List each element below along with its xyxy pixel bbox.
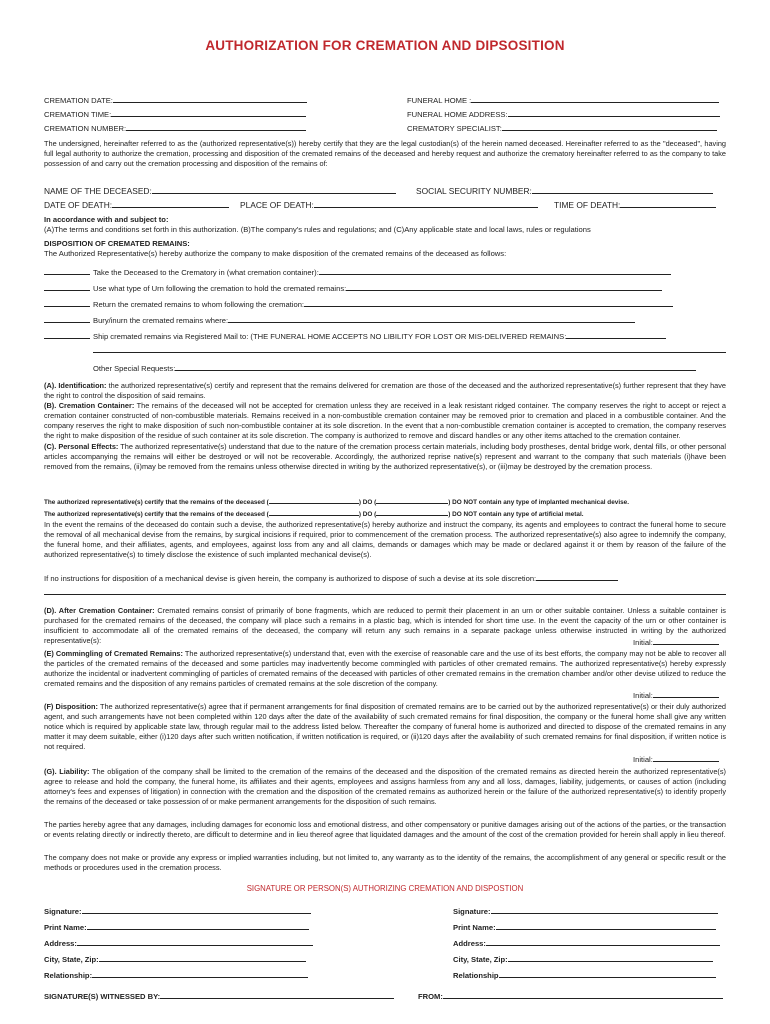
cremation-time-field[interactable] xyxy=(44,108,306,120)
document-title: AUTHORIZATION FOR CREMATION AND DIPSOSITION xyxy=(205,38,565,53)
disposition-option[interactable] xyxy=(44,314,635,325)
certify-mechanical-text-b: ) DO ( xyxy=(358,499,377,506)
time-of-death-field[interactable] xyxy=(554,199,716,210)
after-cremation-heading: (D). After Cremation Container: xyxy=(44,606,155,615)
damages-paragraph: The parties hereby agree that any damages, including damages for economic loss and emotional distress, and other compensatory or punitive damages arising out of the actions of the parties, or the transaction or events relating directly or indirectly thereto, are difficult to determine and in lieu thereof agree that liquidated damages and the amount of the cost of the cremation provided for herein shall apply in lieu thereof. xyxy=(44,820,726,840)
city-state-zip-field-left[interactable] xyxy=(44,953,306,964)
section-e xyxy=(44,649,726,689)
devise-paragraph: In the event the remains of the deceased do contain such a devise, the authorized representative(s) hereby authorize and instruct the company, its agents and employees to contract the funeral home to secure the removal of all mechanical devise from the remains, by surgical incisions if required, prior to commencement of the cremation process. The authorized representative(s) also agree to indemnify the company, the funeral home, and their affiliates, agents, and employees, against loss from any and all claims, demands or damages which may be made or declared against it or them by reason of the failure of the authorized representative(s) to timely disclose the existence of such implanted mechanical devise(s). xyxy=(44,520,726,560)
certify-metal-text-a: The authorized representative(s) certify that the remains of the deceased ( xyxy=(44,511,269,518)
accordance-heading: In accordance with and subject to: xyxy=(44,215,169,224)
liability-heading: (G). Liability: xyxy=(44,767,90,776)
signature-section-heading: SIGNATURE OR PERSON(S) AUTHORIZING CREMATION AND DISPOSTION xyxy=(246,884,524,893)
certify-metal-text-b: ) DO ( xyxy=(358,511,377,518)
identification-heading: (A). Identification: xyxy=(44,381,107,390)
relationship-label-left: Relationship: xyxy=(44,971,93,980)
disposition-option[interactable] xyxy=(44,282,662,293)
other-special-requests-label: Other Special Requests: xyxy=(93,364,176,373)
accordance-text: (A)The terms and conditions set forth in this authorization. (B)The company's rules and regulations; and (C)Any applicable state and local laws, rules or regulations xyxy=(44,225,591,234)
personal-effects-heading: (C). Personal Effects: xyxy=(44,441,119,451)
section-e-initial-field[interactable] xyxy=(633,689,719,701)
devise-continuation-line[interactable] xyxy=(44,594,726,595)
from-label: FROM: xyxy=(418,992,443,1001)
continuation-line[interactable] xyxy=(93,352,726,353)
date-of-death-field[interactable] xyxy=(44,199,229,210)
address-label-left: Address: xyxy=(44,939,77,948)
ssn-field[interactable] xyxy=(416,185,713,196)
time-of-death-label: TIME OF DEATH: xyxy=(554,200,621,210)
print-name-field-left[interactable] xyxy=(44,921,309,932)
certify-mechanical-line[interactable] xyxy=(44,495,629,506)
city-state-zip-label-left: City, State, Zip: xyxy=(44,955,99,964)
certify-mechanical-text-a: The authorized representative(s) certify that the remains of the deceased ( xyxy=(44,499,269,506)
certify-mechanical-text-c: ) DO NOT contain any type of implanted mechanical devise. xyxy=(448,499,629,506)
warranty-paragraph: The company does not make or provide any express or implied warranties including, but not limited to, any warranty as to the identity of the remains, the accomplishment of any general or specific result or the methods or procedures used in the cremation process. xyxy=(44,853,726,873)
disposition-option-label: Ship cremated remains via Registered Mail to: (THE FUNERAL HOME ACCEPTS NO LIBILITY FOR LOST OR MIS-DELIVERED REMAINS: xyxy=(93,332,567,341)
print-name-label-left: Print Name: xyxy=(44,923,87,932)
witnessed-by-field[interactable] xyxy=(44,990,394,1001)
print-name-field-right[interactable] xyxy=(453,921,716,932)
disposition-option[interactable] xyxy=(44,330,666,341)
funeral-home-field[interactable] xyxy=(407,94,719,106)
funeral-home-address-field[interactable] xyxy=(407,108,720,120)
city-state-zip-field-right[interactable] xyxy=(453,953,713,964)
address-label-right: Address: xyxy=(453,939,486,948)
certify-metal-text-c: ) DO NOT contain any type of artificial metal. xyxy=(448,511,584,518)
signature-label-left: Signature: xyxy=(44,907,82,916)
section-abc xyxy=(44,381,726,472)
liability-text: The obligation of the company shall be limited to the cremation of the remains of the deceased and the disposition of the cremated remains as directed herein the authorized representative(s) agree to release and hold the company, the funeral home, its affiliates and their agents, employees and assigns harmless from any and all loss, damages, liability, judgements, or causes of action (including attorney's fees and expenses of litigation) in connection with the cremation and the disposition of the cremated remains as authorized herein or the failure of the authorized representative(s) to identify properly the remains of the deceased or take possession of or make permanent arrangements for the disposition of such remains. xyxy=(44,767,726,807)
other-special-requests-field[interactable] xyxy=(44,362,696,373)
commingling-heading: (E) Commingling of Cremated Remains: xyxy=(44,649,183,658)
cremation-container-text: The remains of the deceased will not be accepted for cremation unless they are received in a leak resistant ridged container. The company reserves the right to accept or reject a cremation container constructed of non-combustible materials. Remains received in a non-combustible cremation container may be removed prior to cremation and placed in a combustible container. And the company reserves the right to make disposition of such non-combustible container at its sole discretion. In the event that a non-combustible cremation container is accepted to cremation, the company reserves the right to make disposition of the residue of such container at its sole discretion. The company is authorized to remove and discard handles or any other items attached to the cremation container. xyxy=(44,401,726,441)
section-d-initial-field[interactable] xyxy=(633,636,719,648)
section-f xyxy=(44,702,726,752)
relationship-field-right[interactable] xyxy=(453,969,716,980)
city-state-zip-label-right: City, State, Zip: xyxy=(453,955,508,964)
deceased-name-label: NAME OF THE DECEASED: xyxy=(44,186,152,196)
signature-label-right: Signature: xyxy=(453,907,491,916)
disposition-option[interactable] xyxy=(44,266,671,277)
disposition-option-label: Take the Deceased to the Crematory in (what cremation container): xyxy=(93,268,319,277)
section-e-initial-label: Initial: xyxy=(633,691,653,700)
cremation-number-field[interactable] xyxy=(44,122,306,134)
intro-paragraph: The undersigned, hereinafter referred to as the (authorized representative(s)) hereby certify that they are the legal custodian(s) of the herein named deceased. Hereinafter referred to as the "deceased", having full legal authority to authorize the cremation, processing and disposition of the cremated remains of the deceased and hereby request and authorize the crematory hereinafter referred to as the company to take possession of and carry out the cremation processing and disposition of the remains of: xyxy=(44,139,726,169)
section-d-initial-label: Initial: xyxy=(633,638,653,647)
from-field[interactable] xyxy=(418,990,723,1001)
funeral-home-address-label: FUNERAL HOME ADDRESS: xyxy=(407,110,508,119)
deceased-name-field[interactable] xyxy=(44,185,396,196)
signature-field-left[interactable] xyxy=(44,905,311,916)
crematory-specialist-field[interactable] xyxy=(407,122,717,134)
cremation-time-label: CREMATION TIME: xyxy=(44,110,112,119)
disposition-option-label: Bury/inurn the cremated remains where: xyxy=(93,316,229,325)
disposition-option[interactable] xyxy=(44,298,673,309)
relationship-field-left[interactable] xyxy=(44,969,308,980)
address-field-right[interactable] xyxy=(453,937,720,948)
print-name-label-right: Print Name: xyxy=(453,923,496,932)
personal-effects-text: The authorized representative(s) understand that due to the nature of the cremation process certain materials, including body prostheses, dental bridge work, dental fills, or other personal articles accompanying the remains will either be destroyed or will not be recoverable. Accordingly, the authorized reprise native(s) represent and warrant to the company that such materials (i)have been removed from the remains, (ii)may be removed from the remains unless otherwise directed in writing by the authorized representative(s), or (iii)may be destroyed by the cremation process. xyxy=(44,441,726,471)
witnessed-by-label: SIGNATURE(S) WITNESSED BY: xyxy=(44,992,161,1001)
funeral-home-label: FUNERAL HOME : xyxy=(407,96,472,105)
after-cremation-text: Cremated remains consist of primarily of bone fragments, which are reduced to permit their placement in an urn or other suitable container. Unless a suitable container is purchased for the cremated remains of the deceased, the company will place such a remains in a plastic bag, which is intended for short time use. In the event the capacity of the urn or other container is insufficient to accommodate all of the cremated remains of the deceased, the company will return any such remains in a separate package unless otherwise instructed in writing by the authorized representative(s): xyxy=(44,606,726,646)
section-d xyxy=(44,606,726,646)
cremation-number-label: CREMATION NUMBER: xyxy=(44,124,127,133)
cremation-container-heading: (B). Cremation Container: xyxy=(44,401,135,411)
date-of-death-label: DATE OF DEATH: xyxy=(44,200,113,210)
ssn-label: SOCIAL SECURITY NUMBER: xyxy=(416,186,532,196)
no-instructions-label: If no instructions for disposition of a mechanical devise is given herein, the company is authorized to dispose of such a devise at its sole discretion: xyxy=(44,574,537,583)
cremation-date-label: CREMATION DATE: xyxy=(44,96,113,105)
disposition-option-label: Return the cremated remains to whom following the cremation: xyxy=(93,300,305,309)
disposition-heading: DISPOSITION OF CREMATED REMAINS: xyxy=(44,239,190,248)
commingling-text: The authorized representative(s) understand that, even with the exercise of reasonable care and the use of its best efforts, the company may not be able to recover all the particles of the cremated remains of the deceased and some particles may inadvertently become commingled with particles of other cremated remains. The authorized representative(s) hereby expressly authorize the incidental or inadvertent commingling of particles of cremated remains of the deceased with particles of other cremated remains in the cremation chamber and/or other devise utilized to reduce the cremated remains and the disposition of any remains particles of cremated remains at the sole discretion of the company. xyxy=(44,649,727,689)
signature-field-right[interactable] xyxy=(453,905,718,916)
place-of-death-field[interactable] xyxy=(240,199,538,210)
identification-text: the authorized representative(s) certify and represent that the remains delivered for cremation are those of the deceased and the authorized representative(s) further represent that they have the right to control the disposition of said remains. xyxy=(44,381,726,401)
certify-metal-line[interactable] xyxy=(44,507,584,518)
disposition-text: The Authorized Representative(s) hereby authorize the company to make disposition of the cremated remains of the deceased as follows: xyxy=(44,249,507,258)
disposition-option-label: Use what type of Urn following the cremation to hold the cremated remains: xyxy=(93,284,347,293)
disposition-f-text: The authorized representative(s) agree that if permanent arrangements for final disposition of cremated remains are to be carried out by the authorized representative(s) or their duly authorized agent, and such arrangements have not been completed within 120 days after the date of the availability of such cremated remains for final disposition, the company or the funeral home shall give any written notice which is required by applicable state law, through regular mail to the address listed below. Thereafter the company of funeral home is authorized and directed to dispose of the cremated remains in any matter it may deem suitable, either (i)120 days after such written notification, if written notification is required, or (ii)120 days after the availability of such cremated remains for final disposition, if written notice is not required. xyxy=(44,702,726,752)
section-f-initial-field[interactable] xyxy=(633,753,719,765)
disposition-f-heading: (F) Disposition: xyxy=(44,702,98,711)
section-g xyxy=(44,767,726,807)
address-field-left[interactable] xyxy=(44,937,313,948)
section-f-initial-label: Initial: xyxy=(633,755,653,764)
place-of-death-label: PLACE OF DEATH: xyxy=(240,200,314,210)
relationship-label-right: Relationship xyxy=(453,971,499,980)
crematory-specialist-label: CREMATORY SPECIALIST: xyxy=(407,124,502,133)
no-instructions-field[interactable] xyxy=(44,572,618,584)
cremation-date-field[interactable] xyxy=(44,94,307,106)
